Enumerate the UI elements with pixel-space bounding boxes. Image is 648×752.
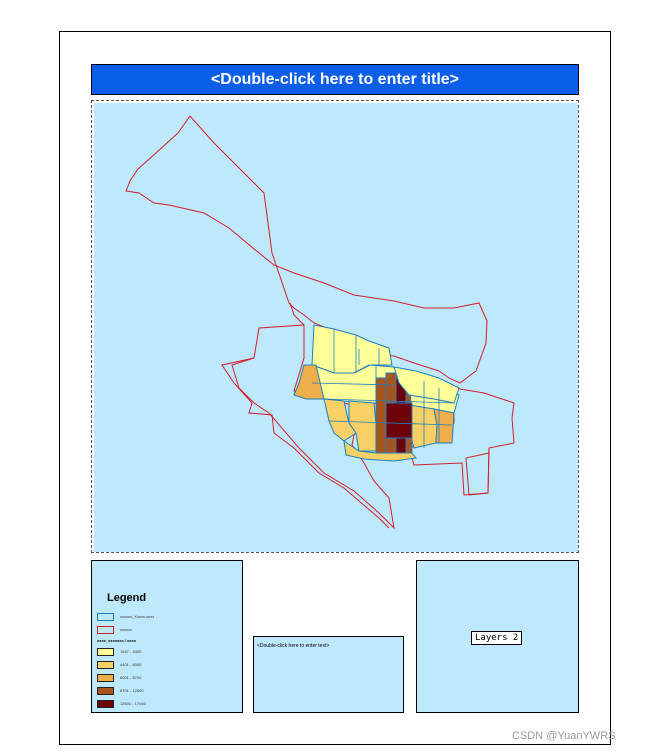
map-frame[interactable] <box>91 100 579 553</box>
legend-class-1 <box>97 648 237 658</box>
map-canvas[interactable] <box>94 103 578 552</box>
legend-label-class-2: 4401 - 6000 <box>120 662 142 667</box>
legend-class-heading: xxxx_xxxxxxx / xxxx <box>97 638 136 643</box>
watermark: CSDN @YuanYWRS <box>512 730 616 742</box>
map-background <box>94 103 578 552</box>
legend-swatch-blocks <box>97 613 114 621</box>
legend-swatch-class-1 <box>97 648 114 656</box>
legend-class-3 <box>97 674 237 684</box>
legend-label-class-4: 8701 - 12600 <box>120 688 144 693</box>
legend-label-class-5: 12601 - 17040 <box>120 701 146 706</box>
block-brown-left <box>376 378 386 453</box>
layers-panel[interactable] <box>416 560 579 713</box>
layers-label: Layers 2 <box>471 631 522 645</box>
legend-swatch-class-3 <box>97 674 114 682</box>
legend-swatch-boundary <box>97 626 114 634</box>
legend-class-4 <box>97 687 237 697</box>
legend-item-boundary <box>97 626 237 636</box>
legend-swatch-class-2 <box>97 661 114 669</box>
text-box-placeholder: <Double-click here to enter text> <box>257 643 330 649</box>
legend-label-class-1: 1947 - 4400 <box>120 649 142 654</box>
legend-swatch-class-4 <box>97 687 114 695</box>
block-orange-east <box>434 409 454 443</box>
text-box-panel[interactable] <box>253 636 404 713</box>
legend-label-boundary: xxxxxx <box>120 627 132 632</box>
legend-item-blocks <box>97 613 237 623</box>
legend-label-class-3: 6001 - 8700 <box>120 675 142 680</box>
map-title[interactable]: <Double-click here to enter title> <box>91 64 579 95</box>
legend-class-5 <box>97 700 237 710</box>
legend-panel[interactable] <box>91 560 243 713</box>
legend-swatch-class-5 <box>97 700 114 708</box>
block-darkred-b <box>386 403 412 438</box>
legend-class-2 <box>97 661 237 671</box>
legend-title: Legend <box>107 592 147 604</box>
legend-label-blocks: xxxxxx_Xxxxx-xxxx <box>120 614 155 619</box>
